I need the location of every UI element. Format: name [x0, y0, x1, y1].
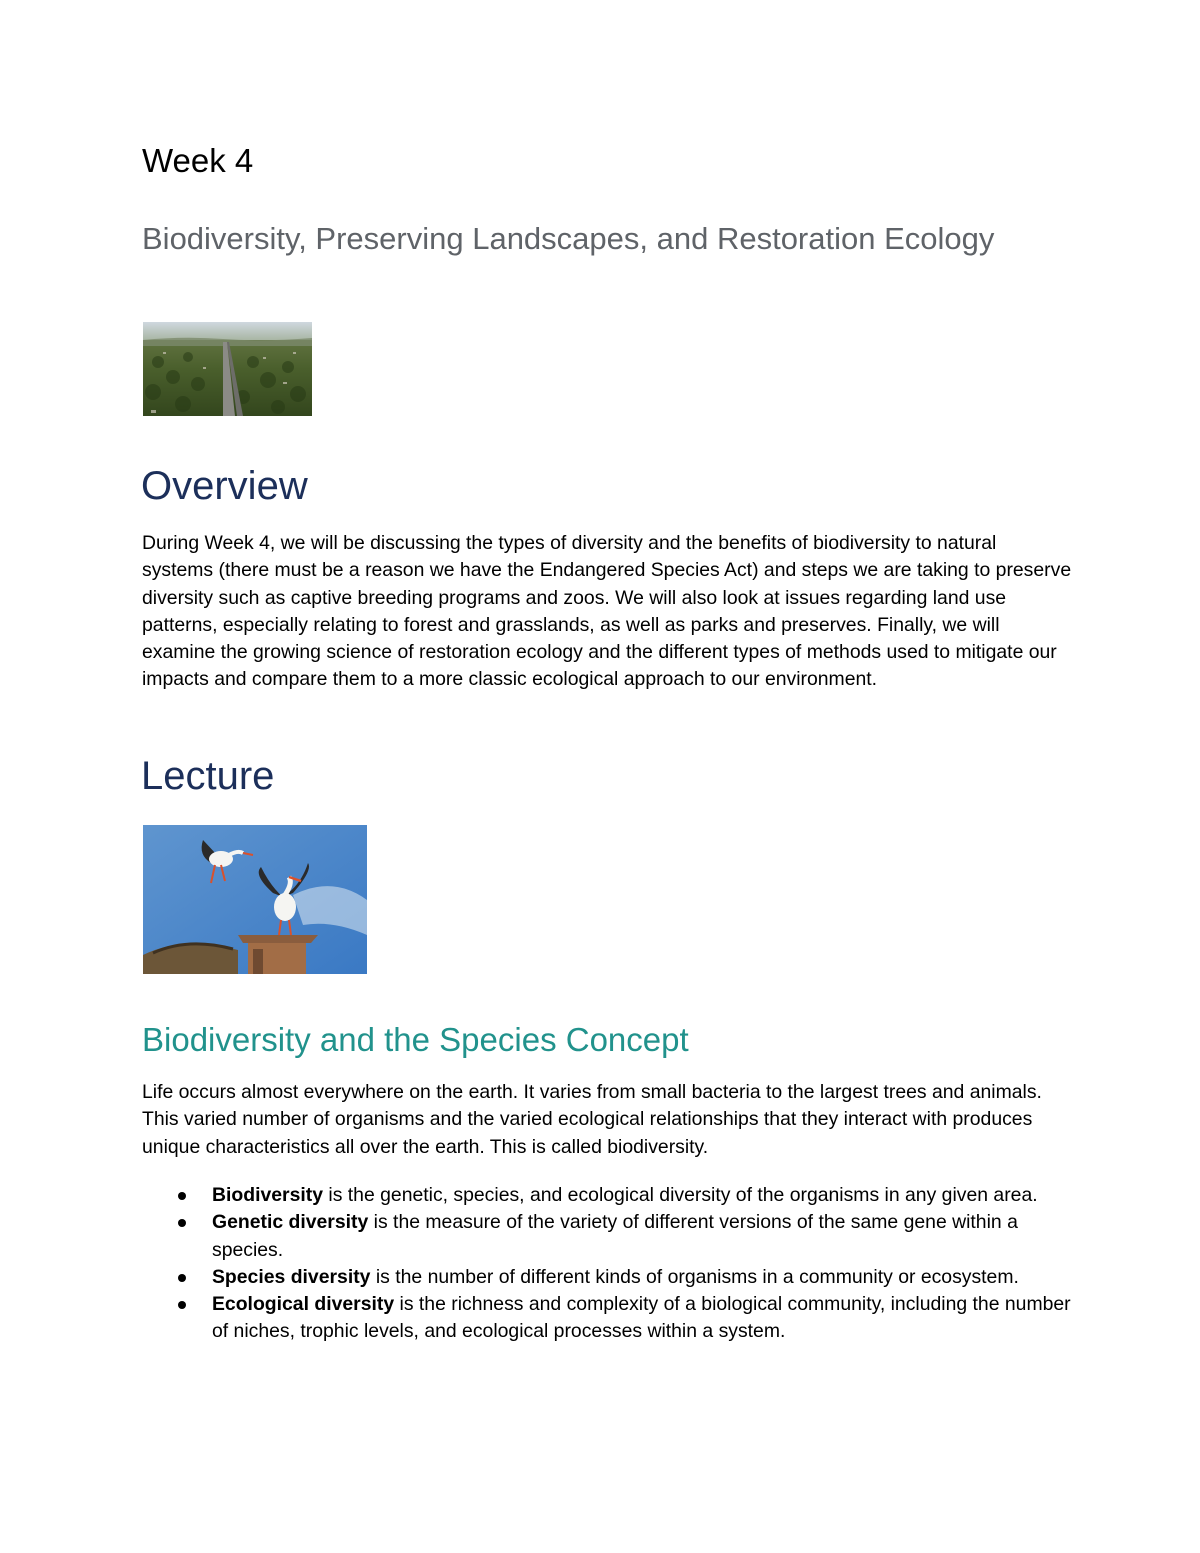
biodiversity-section-heading: Biodiversity and the Species Concept	[142, 1021, 689, 1058]
biodiversity-paragraph: Life occurs almost everywhere on the earth. It varies from small bacteria to the largest trees and animals. This varied number of organisms and the varied ecological relationships that they interact with produces unique characteristics all over the earth. This is called biodiversity.	[142, 1081, 1042, 1158]
list-item	[142, 1209, 1072, 1264]
document-subtitle: Biodiversity, Preserving Landscapes, and Restoration Ecology	[142, 221, 995, 256]
bullet-icon	[178, 1301, 186, 1309]
list-item	[142, 1291, 1072, 1346]
list-item	[142, 1264, 1072, 1291]
bullet-icon	[178, 1274, 186, 1282]
definition-term: Species diversity	[212, 1265, 371, 1288]
definition-term: Biodiversity	[212, 1184, 323, 1206]
bullet-icon	[178, 1219, 186, 1227]
definition-term: Ecological diversity	[212, 1293, 395, 1316]
bullet-icon	[178, 1192, 186, 1200]
definition-term: Genetic diversity	[212, 1211, 369, 1234]
overview-heading: Overview	[141, 464, 308, 508]
landscape-aerial-image	[143, 322, 312, 416]
definition-text: is the number of different kinds of organisms in a community or ecosystem.	[370, 1265, 1019, 1288]
lecture-heading: Lecture	[141, 754, 275, 798]
definitions-list	[142, 1182, 1072, 1346]
overview-paragraph: During Week 4, we will be discussing the types of diversity and the benefits of biodiversity to natural systems (there must be a reason we have the Endangered Species Act) and steps we are taking to preserve diversity such as captive breeding programs and zoos. We will also look at issues regarding land use patterns, especially relating to forest and grasslands, as well as parks and preserves. Finally, we will examine the growing science of restoration ecology and the different types of methods used to mitigate our impacts and compare them to a more classic ecological approach to our environment.	[142, 532, 1072, 691]
definition-text: is the genetic, species, and ecological diversity of the organisms in any given area.	[323, 1184, 1038, 1206]
week-title: Week 4	[142, 142, 254, 179]
storks-image	[143, 825, 367, 974]
definition-text: is the richness and complexity of a biological community, including the number of niches, trophic levels, and ecological processes within a system.	[212, 1293, 1071, 1343]
list-item	[142, 1182, 1072, 1209]
definition-text: is the measure of the variety of different versions of the same gene within a species.	[212, 1211, 1018, 1261]
